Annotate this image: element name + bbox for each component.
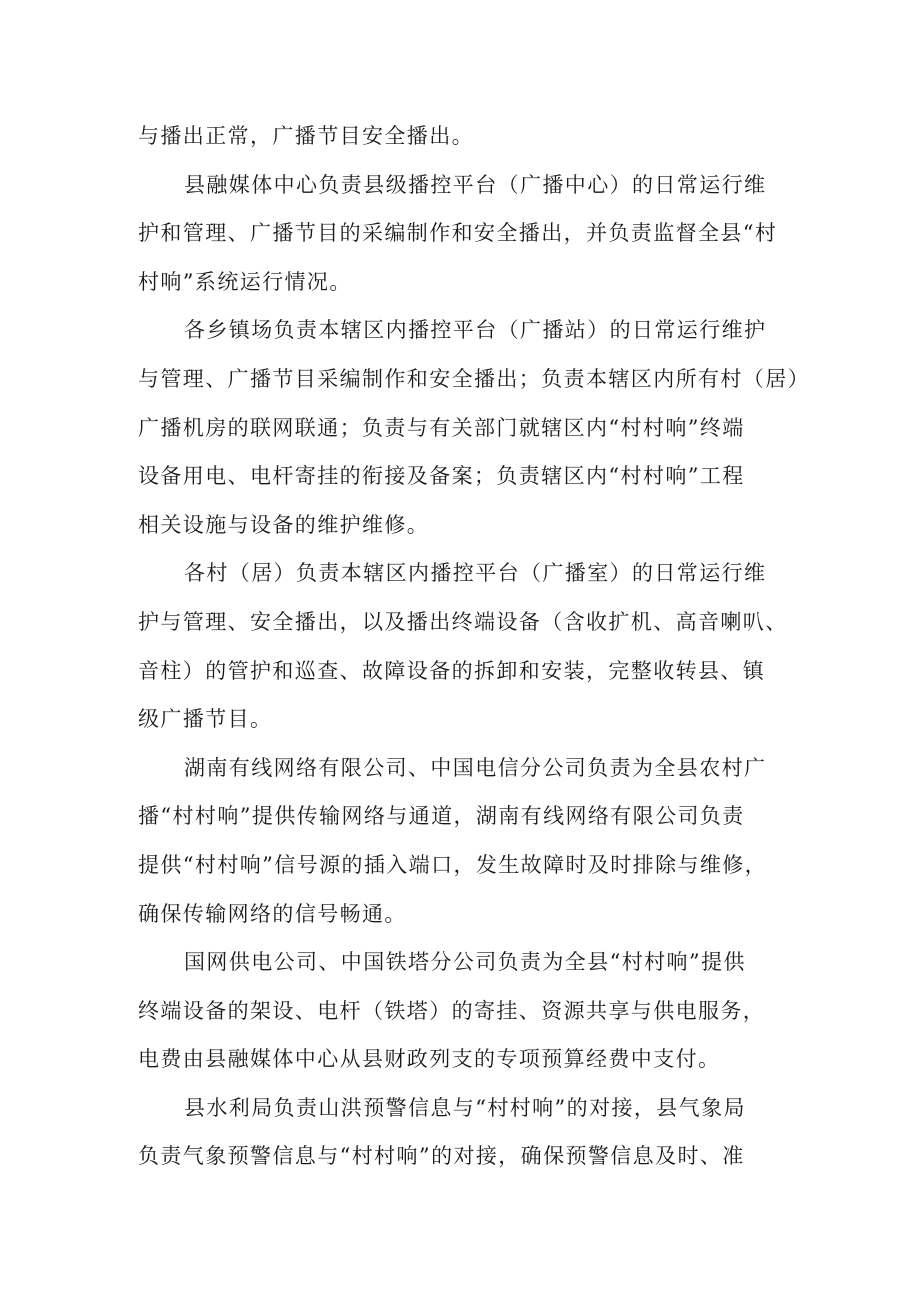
- text-line: 提供“村村响”信号源的插入端口，发生故障时及时排除与维修，: [138, 852, 768, 877]
- paragraph-first-line: 县融媒体中心负责县级播控平台（广播中心）的日常运行维: [184, 172, 767, 197]
- text-line: 护与管理、安全播出，以及播出终端设备（含收扩机、高音喇叭、: [138, 609, 788, 634]
- text-line: 级广播节目。: [138, 707, 273, 732]
- text-line: 与播出正常，广播节目安全播出。: [138, 124, 474, 148]
- text-line: 相关设施与设备的维护维修。: [138, 512, 430, 537]
- text-line: 村响”系统运行情况。: [138, 269, 352, 294]
- text-line: 设备用电、电杆寄挂的衔接及备案；负责辖区内“村村响”工程: [138, 464, 745, 489]
- paragraph-first-line: 湖南有线网络有限公司、中国电信分公司负责为全县农村广: [184, 755, 767, 780]
- text-line: 确保传输网络的信号畅通。: [138, 901, 407, 926]
- document-body: [138, 112, 810, 1181]
- paragraph-first-line: 县水利局负责山洪预警信息与“村村响”的对接，县气象局: [184, 1095, 746, 1120]
- text-line: 负责气象预警信息与“村村响”的对接，确保预警信息及时、准: [138, 1144, 745, 1169]
- text-line: 护和管理、广播节目的采编制作和安全播出，并负责监督全县“村: [138, 221, 778, 246]
- text-line: 电费由县融媒体中心从县财政列支的专项预算经费中支付。: [138, 1047, 721, 1072]
- paragraph-first-line: 各乡镇场负责本辖区内播控平台（广播站）的日常运行维护: [184, 318, 767, 343]
- text-line: 与管理、广播节目采编制作和安全播出；负责本辖区内所有村（居）: [138, 366, 810, 391]
- text-line: 播“村村响”提供传输网络与通道，湖南有线网络有限公司负责: [138, 804, 745, 829]
- text-line: 音柱）的管护和巡查、故障设备的拆卸和安装，完整收转县、镇: [138, 658, 766, 683]
- text-line: 广播机房的联网联通；负责与有关部门就辖区内“村村响”终端: [138, 415, 745, 440]
- paragraph-first-line: 各村（居）负责本辖区内播控平台（广播室）的日常运行维: [184, 561, 767, 586]
- text-line: 终端设备的架设、电杆（铁塔）的寄挂、资源共享与供电服务，: [138, 998, 766, 1023]
- paragraph-first-line: 国网供电公司、中国铁塔分公司负责为全县“村村响”提供: [184, 950, 746, 975]
